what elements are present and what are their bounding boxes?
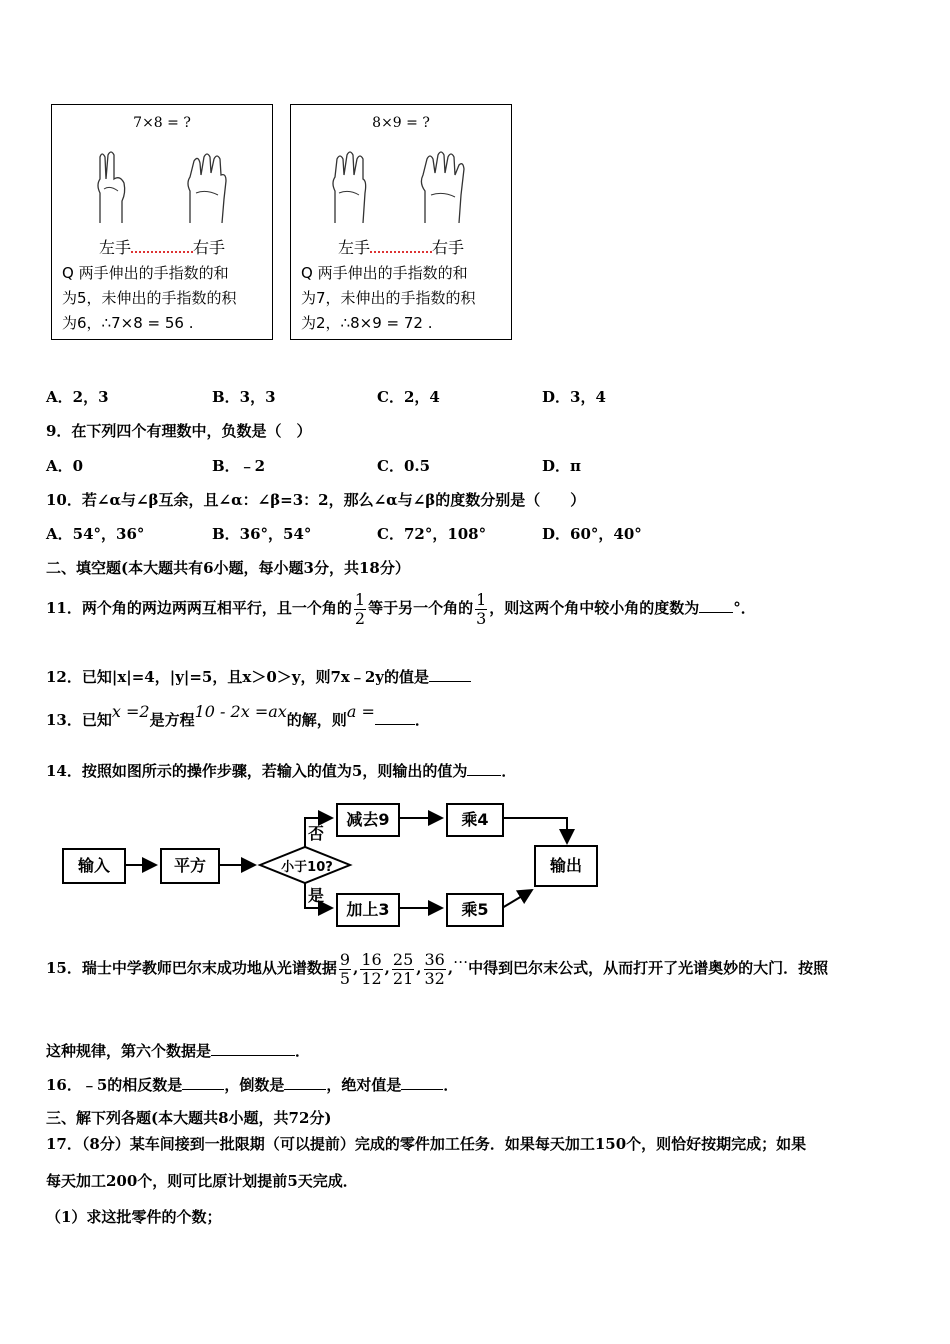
q15-line2: 这种规律，第六个数据是 ． <box>46 1042 311 1060</box>
q13-text-1: 13．已知 <box>46 711 112 729</box>
q9-option-b: B．﹣2 <box>212 457 266 475</box>
q13-text-3: 的解，则 <box>286 711 347 729</box>
answer-blank <box>375 724 415 725</box>
answer-blank <box>182 1089 224 1090</box>
left-hand-label: 左手 <box>337 238 370 257</box>
flow-add-3-box: 加上3 <box>336 893 400 927</box>
q10-option-d: D．60°，40° <box>542 525 642 543</box>
answer-blank <box>284 1089 326 1090</box>
q12-text: 12．已知|x|=4，|y|=5，且x＞0＞y，则7x﹣2y的值是 <box>46 668 429 686</box>
flow-multiply-5-box: 乘5 <box>446 893 504 927</box>
flow-square-box: 平方 <box>160 848 220 884</box>
fraction: $\frac{25}{21}$ <box>392 949 414 988</box>
fraction: $\frac{36}{32}$ <box>424 949 445 988</box>
q8-option-a: A．2，3 <box>46 388 109 406</box>
q16-text-1: 16．﹣5的相反数是 <box>46 1076 183 1094</box>
q11-text-1: 11．两个角的两边两两互相平行，且一个角的 <box>46 599 352 617</box>
hand-lr-2 <box>291 235 511 258</box>
flow-condition: 小于10? <box>281 860 333 875</box>
flowchart <box>50 795 610 930</box>
q11-text-3: ，则这两个角中较小角的度数为 <box>489 599 700 617</box>
fraction: $\frac{9}{5}$ <box>339 949 351 988</box>
right-hand-label: 右手 <box>193 238 226 257</box>
hand-text-2-line2: 为7，未伸出的手指数的积 <box>301 289 476 307</box>
flow-multiply-4-box: 乘4 <box>446 803 504 837</box>
q15-line1: 15．瑞士中学教师巴尔末成功地从光谱数据 $\frac{9}{5}$ , $\frac{16}{12}$ , $\frac{25}{21}$ , $\frac{36}{32}$ ,…中得到巴尔末公式，从而打开了光谱奥妙的大门．按照 <box>46 949 829 988</box>
flow-subtract-9-box: 减去9 <box>336 803 400 837</box>
q8-option-c: C．2，4 <box>377 388 440 406</box>
q11-text-4: °． <box>733 599 756 617</box>
q8-option-b: B．3，3 <box>212 388 276 406</box>
flow-no-label: 否 <box>308 824 325 843</box>
hand-formula-2: 8×9 = ? <box>372 115 430 131</box>
hand-figure-1 <box>51 104 273 340</box>
q9-option-a: A．0 <box>46 457 84 475</box>
q9-stem: 9．在下列四个有理数中，负数是（ ） <box>46 422 312 440</box>
answer-blank <box>370 237 432 253</box>
q15-text-2: 中得到巴尔末公式，从而打开了光谱奥妙的大门．按照 <box>468 959 829 977</box>
left-hand-icon <box>329 149 373 225</box>
flow-output-box: 输出 <box>534 845 598 887</box>
equation: x =2 <box>111 702 150 721</box>
flow-yes-label: 是 <box>308 886 325 905</box>
q16-text-4: ． <box>443 1076 459 1094</box>
q9-option-c: C．0.5 <box>377 457 431 475</box>
answer-blank <box>699 612 733 613</box>
hand-text-1-line3: 为6，∴7×8 = 56 . <box>62 314 194 332</box>
hand-formula-1: 7×8 = ? <box>133 115 191 131</box>
q14-text: 14．按照如图所示的操作步骤，若输入的值为5，则输出的值为 <box>46 762 468 780</box>
q10-option-b: B．36°，54° <box>212 525 312 543</box>
q16 <box>46 1074 458 1095</box>
right-hand-icon <box>184 149 232 225</box>
fraction: $\frac{1}{3}$ <box>476 589 487 628</box>
q10-stem: 10．若∠α与∠β互余，且∠α：∠β=3：2，那么∠α与∠β的度数分别是（ ） <box>46 491 586 509</box>
hand-text-2-line3: 为2，∴8×9 = 72 . <box>301 314 433 332</box>
q10-option-a: A．54°，36° <box>46 525 145 543</box>
right-hand-icon <box>419 149 469 225</box>
ellipsis: … <box>453 949 469 967</box>
hand-text-1-line2: 为5，未伸出的手指数的积 <box>62 289 237 307</box>
hand-figure-2 <box>290 104 512 340</box>
q11 <box>46 588 756 628</box>
left-hand-label: 左手 <box>98 238 131 257</box>
right-hand-label: 右手 <box>432 238 465 257</box>
answer-blank <box>401 1089 443 1090</box>
fraction: $\frac{16}{12}$ <box>361 949 382 988</box>
equation: a = <box>346 702 375 721</box>
answer-blank <box>429 681 471 682</box>
q13-text-4: ． <box>414 711 430 729</box>
q13-text-2: 是方程 <box>149 711 195 729</box>
q9-option-d: D．π <box>542 457 581 475</box>
left-hand-icon <box>92 149 132 225</box>
q11-text-2: 等于另一个角的 <box>368 599 474 617</box>
q12 <box>46 666 471 687</box>
q13 <box>46 702 430 734</box>
q17-line1: 17．（8分）某车间接到一批限期（可以提前）完成的零件加工任务．如果每天加工150个，则恰好按期完成；如果 <box>46 1135 807 1153</box>
q17-line2: 每天加工200个，则可比原计划提前5天完成． <box>46 1172 358 1190</box>
section-2-heading: 二、填空题(本大题共有6小题，每小题3分，共18分） <box>46 559 410 577</box>
fraction: $\frac{1}{2}$ <box>354 589 366 628</box>
hand-text-1-line1: Q 两手伸出的手指数的和 <box>62 264 229 282</box>
flow-input-box: 输入 <box>62 848 126 884</box>
q16-text-2: ，倒数是 <box>224 1076 285 1094</box>
answer-blank <box>131 237 193 253</box>
answer-blank <box>467 775 501 776</box>
equation: 10 - 2x =ax <box>194 702 287 721</box>
q17-line3: （1）求这批零件的个数； <box>46 1208 222 1226</box>
hand-lr-1 <box>52 235 272 258</box>
q8-option-d: D．3，4 <box>542 388 606 406</box>
hand-text-2-line1: Q 两手伸出的手指数的和 <box>301 264 468 282</box>
q16-text-3: ，绝对值是 <box>326 1076 402 1094</box>
answer-blank <box>211 1055 295 1056</box>
q15-text-1: 15．瑞士中学教师巴尔末成功地从光谱数据 <box>46 959 337 977</box>
q15-text-3: 这种规律，第六个数据是 <box>46 1042 212 1060</box>
q14: 14．按照如图所示的操作步骤，若输入的值为5，则输出的值为 ． <box>46 762 517 780</box>
q10-option-c: C．72°，108° <box>377 525 487 543</box>
section-3-heading: 三、解下列各题(本大题共8小题，共72分) <box>46 1109 332 1127</box>
